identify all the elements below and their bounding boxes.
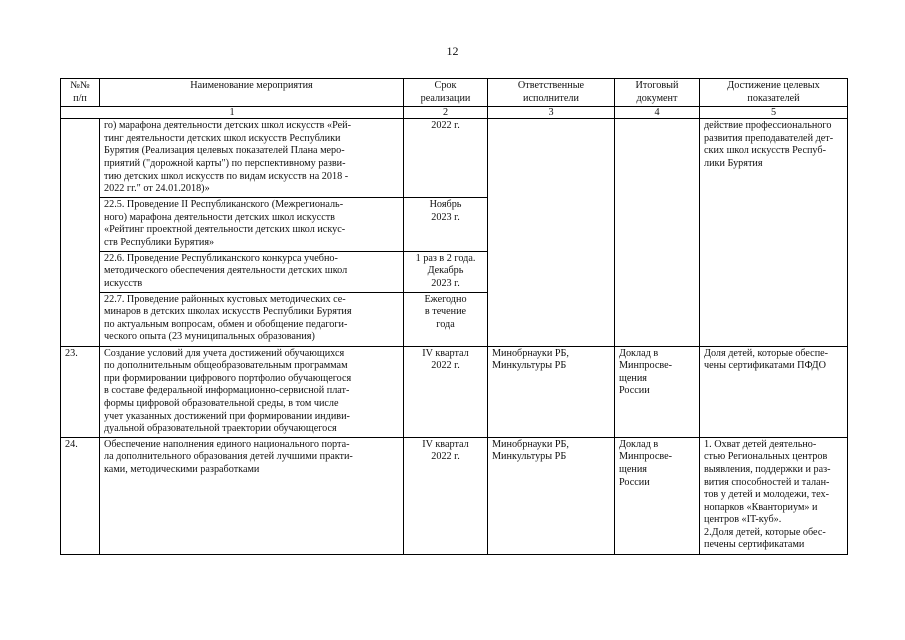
row-document: Доклад в Минпросве- щения России	[615, 437, 700, 554]
row-target: Доля детей, которые обеспе- чены сертификатами ПФДО	[700, 346, 848, 437]
header-document: Итоговый документ	[615, 79, 700, 107]
row-responsible: Минобрнауки РБ, Минкультуры РБ	[488, 437, 615, 554]
activities-table	[60, 78, 848, 555]
table-row	[61, 346, 848, 437]
header-target: Достижение целевых показателей	[700, 79, 848, 107]
col-number-5: 5	[700, 107, 848, 119]
col-number-4: 4	[615, 107, 700, 119]
header-row	[61, 79, 848, 107]
row-term: Ноябрь 2023 г.	[404, 198, 488, 251]
page-number: 12	[446, 44, 459, 58]
header-term: Срок реализации	[404, 79, 488, 107]
row-num	[61, 119, 100, 346]
row-name: 22.6. Проведение Республиканского конкурса учебно- методического обеспечения деятельности детских школ искусств	[100, 251, 404, 292]
row-name: го) марафона деятельности детских школ искусств «Рей- тинг деятельности детских школ искусств Республики Бурятия (Реализация целевых показателей Плана меро- приятий ("дорожной карты") по перспективному разви- тию детских школ искусств по видам искусств на 2018 - 2022 гг." от 24.01.2018)»	[100, 119, 404, 198]
row-term: 1 раз в 2 года. Декабрь 2023 г.	[404, 251, 488, 292]
row-num: 24.	[61, 437, 100, 554]
header-responsible: Ответственные исполнители	[488, 79, 615, 107]
row-term: IV квартал 2022 г.	[404, 346, 488, 437]
row-responsible	[488, 119, 615, 346]
column-numbers-row	[61, 107, 848, 119]
row-term: 2022 г.	[404, 119, 488, 198]
row-target: 1. Охват детей деятельно- стью Региональных центров выявления, поддержки и раз- вития способностей и талан- тов у детей и молодежи, тех- нопарков «Кванториум» и центров «IT-куб». 2.Доля детей, которые обес- печены сертификатами	[700, 437, 848, 554]
row-name: 22.7. Проведение районных кустовых методических се- минаров в детских школах искусств Республики Бурятия по актуальным вопросам, обмен и обобщение педагоги- ческого опыта (23 муниципальных образования)	[100, 292, 404, 346]
row-document	[615, 119, 700, 346]
table-row	[61, 437, 848, 554]
row-name: Обеспечение наполнения единого национального порта- ла дополнительного образования детей лучшими практи- ками, методическими разработками	[100, 437, 404, 554]
row-responsible: Минобрнауки РБ, Минкультуры РБ	[488, 346, 615, 437]
col-number-3: 3	[488, 107, 615, 119]
table-row	[61, 119, 848, 198]
col-number-1: 1	[61, 107, 404, 119]
row-term: IV квартал 2022 г.	[404, 437, 488, 554]
row-name: 22.5. Проведение II Республиканского (Межрегиональ- ного) марафона деятельности детских школ искусств «Рейтинг проектной деятельности детских школ искус- ств Республики Бурятия»	[100, 198, 404, 251]
row-target: действие профессионального развития преподавателей дет- ских школ искусств Респуб- лики Бурятия	[700, 119, 848, 346]
col-number-2: 2	[404, 107, 488, 119]
header-num: №№ п/п	[61, 79, 100, 107]
row-name: Создание условий для учета достижений обучающихся по дополнительным общеобразовательным программам при формировании цифрового портфолио обучающегося в составе федеральной информационно-сервисной плат- формы цифровой образовательной среды, в том числе учет указанных достижений при формировании индиви- дуальной образовательной траектории обучающегося	[100, 346, 404, 437]
row-document: Доклад в Минпросве- щения России	[615, 346, 700, 437]
header-name: Наименование мероприятия	[100, 79, 404, 107]
row-num: 23.	[61, 346, 100, 437]
row-term: Ежегодно в течение года	[404, 292, 488, 346]
